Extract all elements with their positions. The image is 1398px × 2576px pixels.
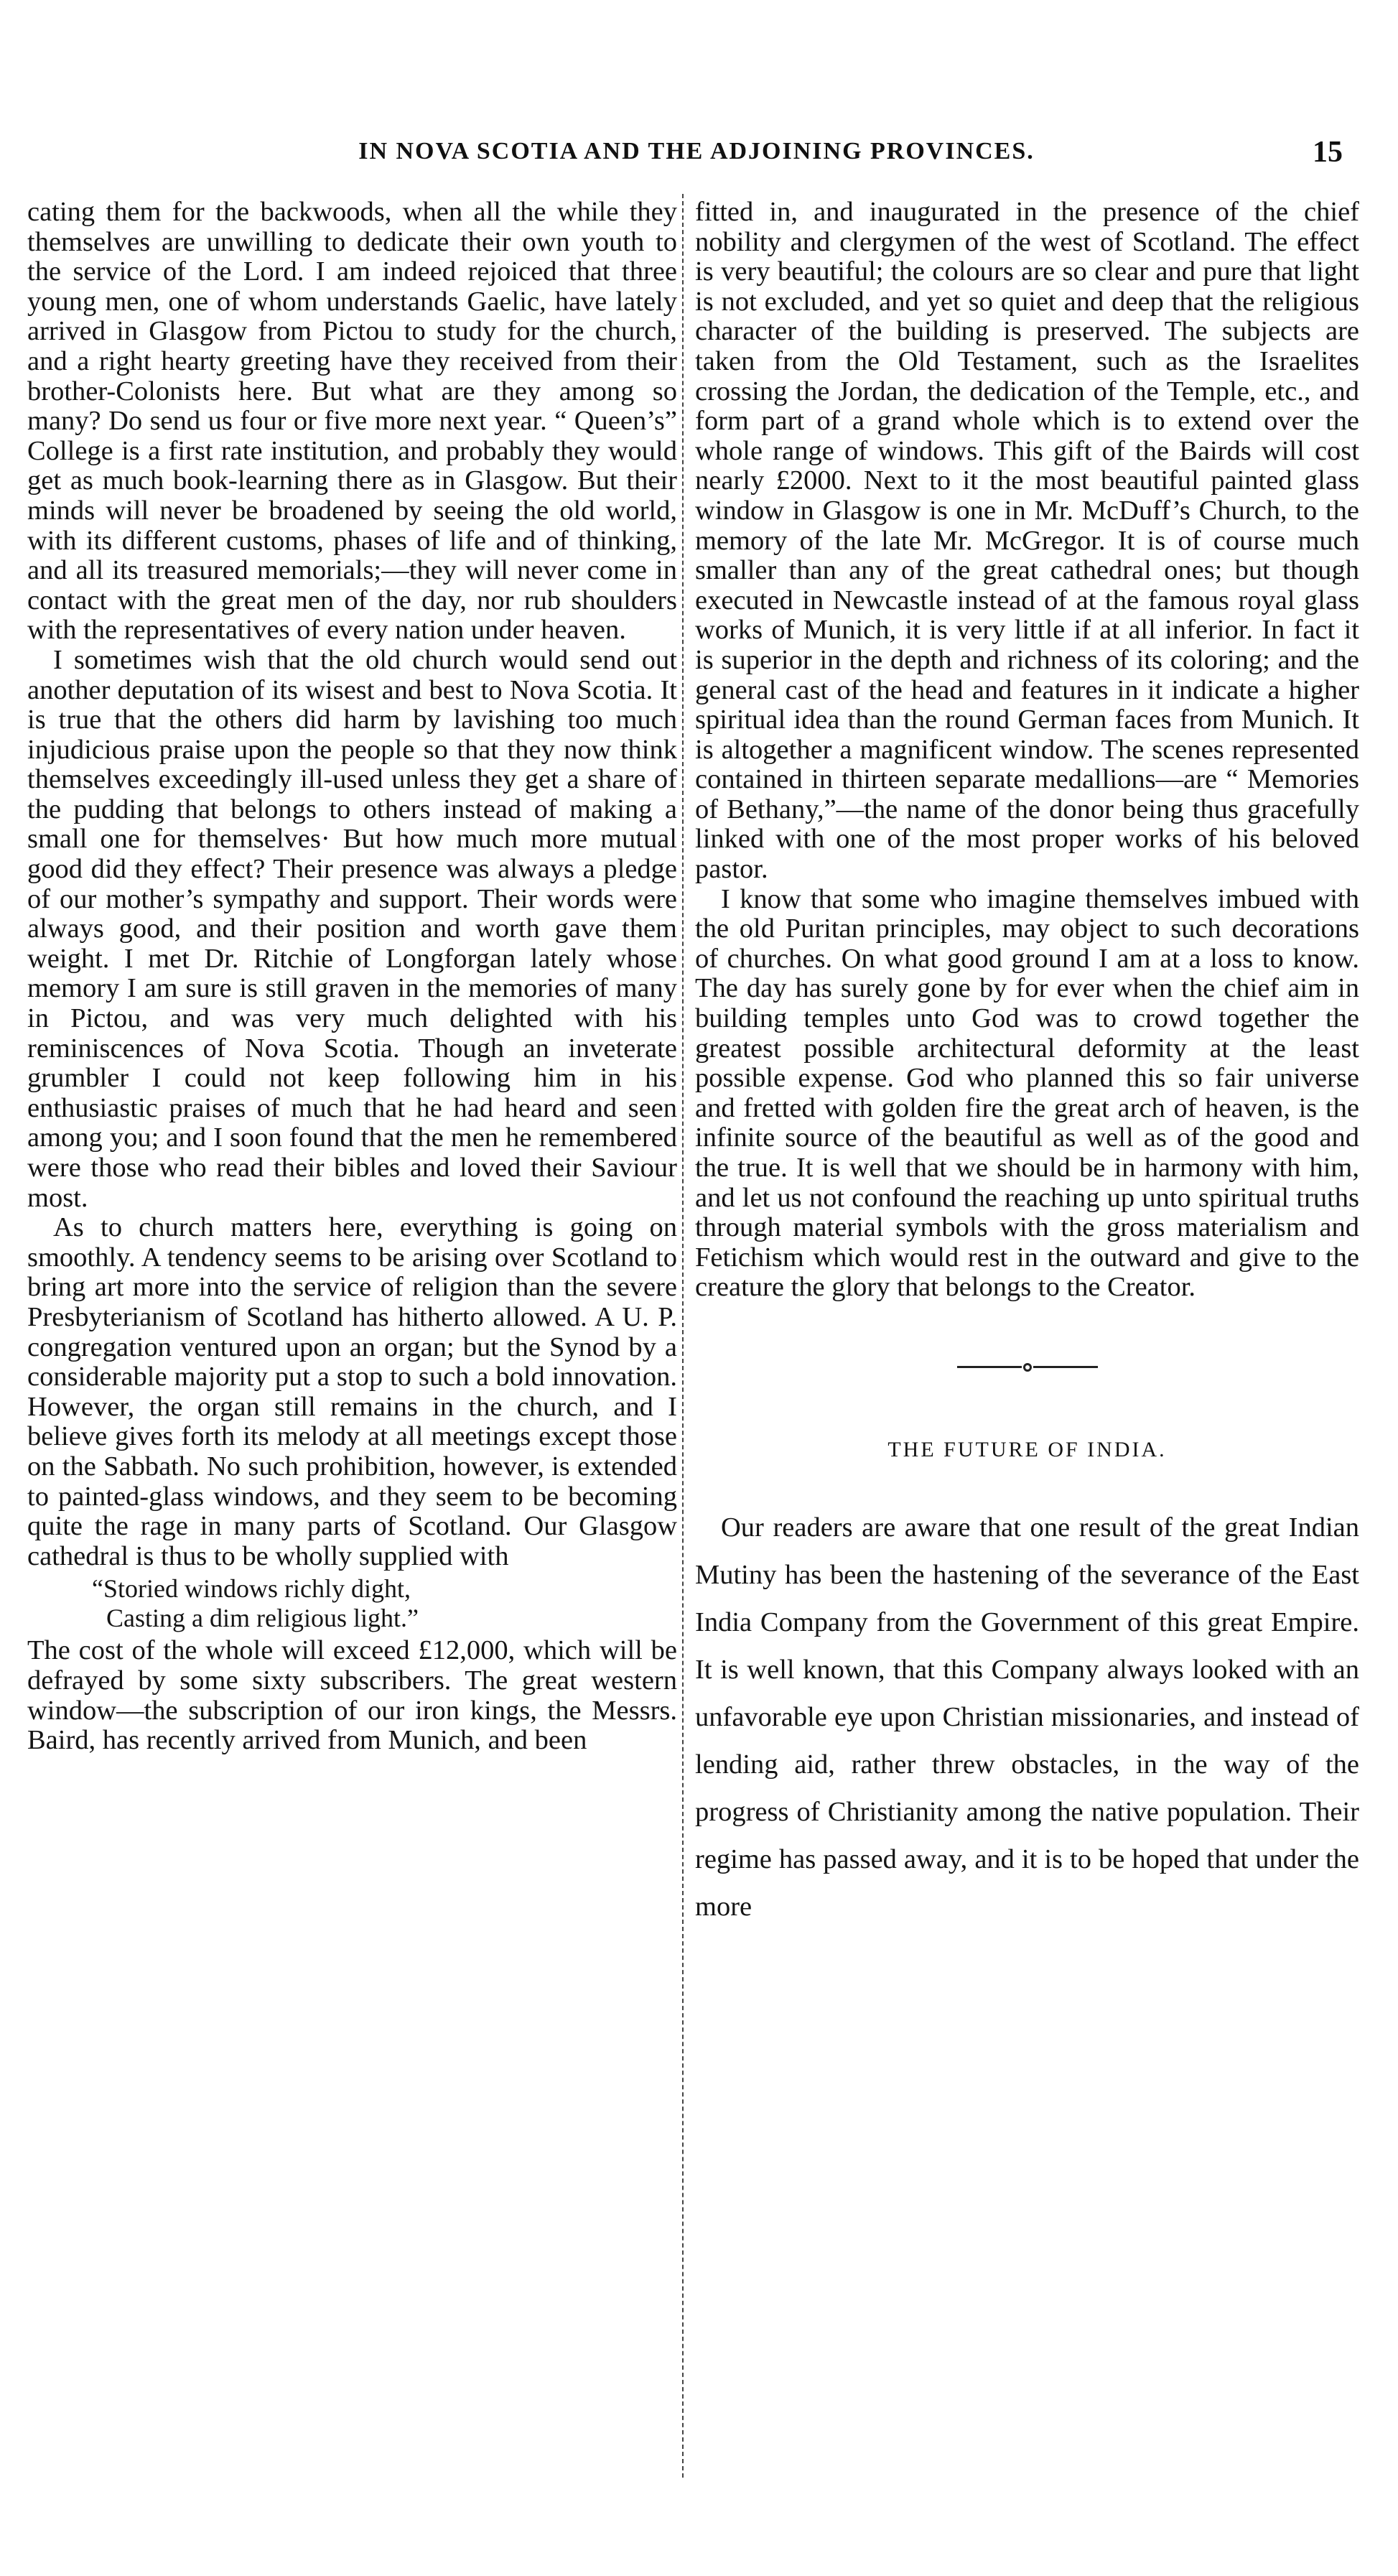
ornament-rule-right: [1033, 1366, 1098, 1368]
right-paragraph-2: I know that some who imagine themselves imbued with the old Puritan principles, may object to such decorations of churches. On what good ground I am at a loss to know. The day has surely gone by for ever when the chief aim in building temples unto God was to crowd together the greatest possible architectural deformity at the least possible expense. God who planned this so fair universe and fretted with golden fire the great arch of heaven, is the infinite source of the beautiful as well as of the good and the true. It is well that we should be in harmony with him, and let us not confound the reaching up unto spiritual truths through material symbols with the gross materialism and Fetichism which would rest in the outward and give to the creature the glory that belongs to the Creator.: [695, 883, 1359, 1303]
column-divider: [682, 194, 684, 2478]
ornament-knot: [1023, 1363, 1032, 1372]
section-title: THE FUTURE OF INDIA.: [887, 1437, 1167, 1461]
running-header: [29, 135, 1364, 178]
right-column: [695, 197, 1359, 1930]
left-paragraph-1: cating them for the backwoods, when all the while they themselves are unwilling to dedicate their own youth to the service of the Lord. I am indeed rejoiced that three young men, one of whom understands Gaelic, have lately arrived in Glasgow from Pictou to study for the church, and a right hearty greeting have they received from their brother-Colonists here. But what are they among so many? Do send us four or five more next year. “ Queen’s” College is a first rate institution, and probably they would get as much book-learning there as in Glasgow. But their minds will never be broadened by seeing the old world, with its different customs, phases of life and of thinking, and all its treasured memorials;—they will never come in contact with the great men of the day, nor rub shoulders with the representatives of every nation under heaven.: [27, 197, 677, 646]
verse-line-1: “Storied windows richly dight,: [92, 1574, 411, 1604]
verse-quote: [27, 1574, 677, 1633]
left-paragraph-3: As to church matters here, everything is going on smoothly. A tendency seems to be arising over Scotland to bring art more into the service of religion than the severe Presbyterianism of Scotland has hitherto allowed. A U. P. congregation ventured upon an organ; but the Synod by a considerable majority put a stop to such a bold innovation. However, the organ still remains in the church, and I believe gives forth its melody at all meetings except those on the Sabbath. No such prohibition, however, is extended to painted-glass windows, and they seem to be becoming quite the rage in many parts of Scotland. Our Glasgow cathedral is thus to be wholly supplied with: [27, 1212, 677, 1571]
left-paragraph-4: The cost of the whole will exceed £12,000, which will be defrayed by some sixty subscribers. The great western window—the subscription of our iron kings, the Messrs. Baird, has recently arrived from Munich, and been: [27, 1635, 677, 1756]
left-column: [27, 197, 677, 1756]
ornament-rule-left: [957, 1366, 1022, 1368]
right-paragraph-1: fitted in, and inaugurated in the presence of the chief nobility and clergymen of the west of Scotland. The effect is very beautiful; the colours are so clear and pure that light is not excluded, and yet so quiet and deep that the religious character of the building is preserved. The subjects are taken from the Old Testament, such as the Israelites crossing the Jordan, the dedication of the Temple, etc., and form part of a grand whole which is to extend over the whole range of windows. This gift of the Bairds will cost nearly £2000. Next to it the most beautiful painted glass window in Glasgow is one in Mr. McDuff’s Church, to the memory of the late Mr. McGregor. It is of course much smaller than any of the great cathedral ones; but though executed in Newcastle instead of at the famous royal glass works of Munich, it is very little if at all inferior. In fact it is superior in the depth and richness of its coloring; and the general cast of the head and features in it indicate a higher spiritual idea than the round German faces from Munich. It is altogether a magnificent window. The scenes represented contained in thirteen separate medallions—are “ Memories of Bethany,”—the name of the donor being thus gracefully linked with one of the most proper works of his beloved pastor.: [695, 197, 1359, 885]
section-ornament: [695, 1303, 1359, 1418]
verse-line-2: Casting a dim religious light.”: [106, 1604, 419, 1633]
running-title: IN NOVA SCOTIA AND THE ADJOINING PROVINCES.: [358, 138, 1035, 164]
left-paragraph-2: I sometimes wish that the old church would send out another deputation of its wisest and best to Nova Scotia. It is true that the others did harm by lavishing too much injudicious praise upon the people so that they now think themselves exceedingly ill-used unless they get a share of the pudding that belongs to others instead of making a small one for themselves· But how much more mutual good did they effect? Their presence was always a pledge of our mother’s sympathy and support. Their words were always good, and their position and worth gave them weight. I met Dr. Ritchie of Longforgan lately whose memory I am sure is still graven in the memories of many in Pictou, and was very much delighted with his reminiscences of Nova Scotia. Though an inveterate grumbler I could not keep following him in his enthusiastic praises of much that he had heard and seen among you; and I soon found that the men he remembered were those who read their bibles and loved their Saviour most.: [27, 644, 677, 1213]
page-number: 15: [1313, 136, 1343, 169]
right-paragraph-3: Our readers are aware that one result of the great Indian Mutiny has been the hastening of the severance of the East India Company from the Government of this great Empire. It is well known, that this Company always looked with an unfavorable eye upon Christian missionaries, and instead of lending aid, rather threw obstacles, in the way of the progress of Christianity among the native population. Their regime has passed away, and it is to be hoped that under the more: [695, 1512, 1359, 1922]
